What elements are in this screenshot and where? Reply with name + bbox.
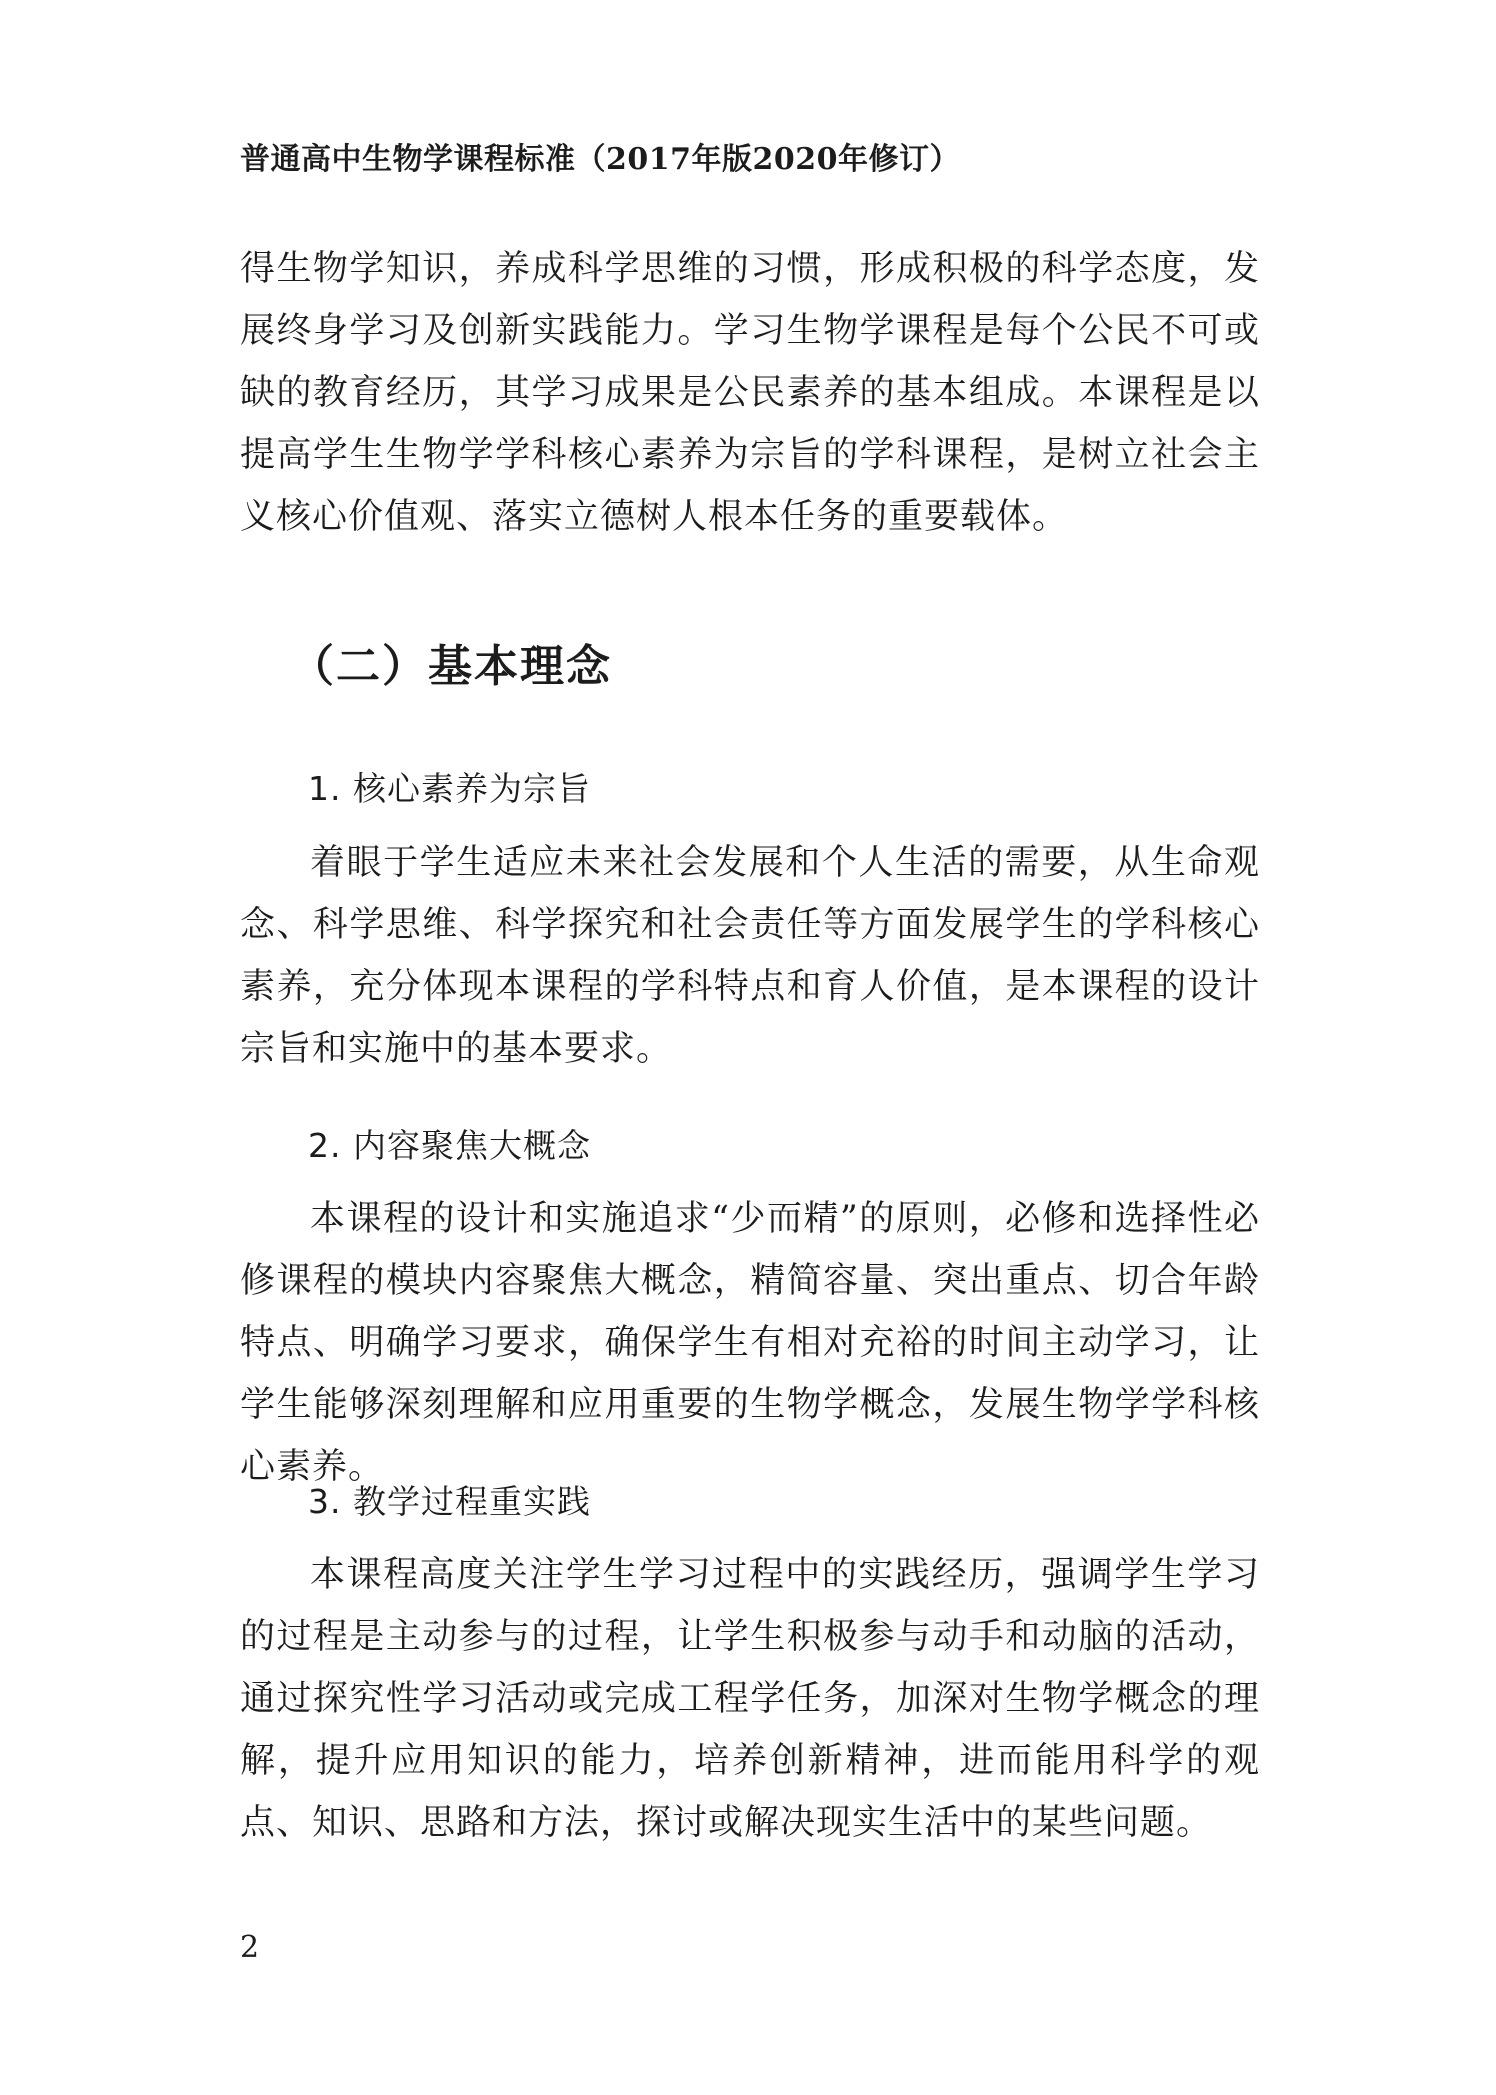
intro-paragraph: 得生物学知识，养成科学思维的习惯，形成积极的科学态度，发展终身学习及创新实践能力。学习生物学课程是每个公民不可或缺的教育经历，其学习成果是公民素养的基本组成。本课程是以提高学生生物学学科核心素养为宗旨的学科课程，是树立社会主义核心价值观、落实立德树人根本任务的重要载体。 (240, 249, 1260, 537)
paragraph-practice: 本课程高度关注学生学习过程中的实践经历，强调学生学习的过程是主动参与的过程，让学生积极参与动手和动脑的活动，通过探究性学习活动或完成工程学任务，加深对生物学概念的理解，提升应用知识的能力，培养创新精神，进而能用科学的观点、知识、思路和方法，探讨或解决现实生活中的某些问题。 (240, 1555, 1260, 1843)
subheading-core-literacy: 1. 核心素养为宗旨 (308, 769, 591, 808)
paragraph-core-literacy: 着眼于学生适应未来社会发展和个人生活的需要，从生命观念、科学思维、科学探究和社会责任等方面发展学生的学科核心素养，充分体现本课程的学科特点和育人价值，是本课程的设计宗旨和实施中的基本要求。 (240, 843, 1260, 1069)
section-heading: （二）基本理念 (290, 641, 612, 692)
subheading-big-concepts: 2. 内容聚焦大概念 (308, 1126, 591, 1165)
running-header: 普通高中生物学课程标准（2017年版2020年修订） (240, 142, 960, 177)
page-number: 2 (240, 1930, 260, 1965)
paragraph-big-concepts: 本课程的设计和实施追求“少而精”的原则，必修和选择性必修课程的模块内容聚焦大概念，精简容量、突出重点、切合年龄特点、明确学习要求，确保学生有相对充裕的时间主动学习，让学生能够深刻理解和应用重要的生物学概念，发展生物学学科核心素养。 (240, 1199, 1260, 1487)
subheading-practice: 3. 教学过程重实践 (308, 1482, 591, 1521)
